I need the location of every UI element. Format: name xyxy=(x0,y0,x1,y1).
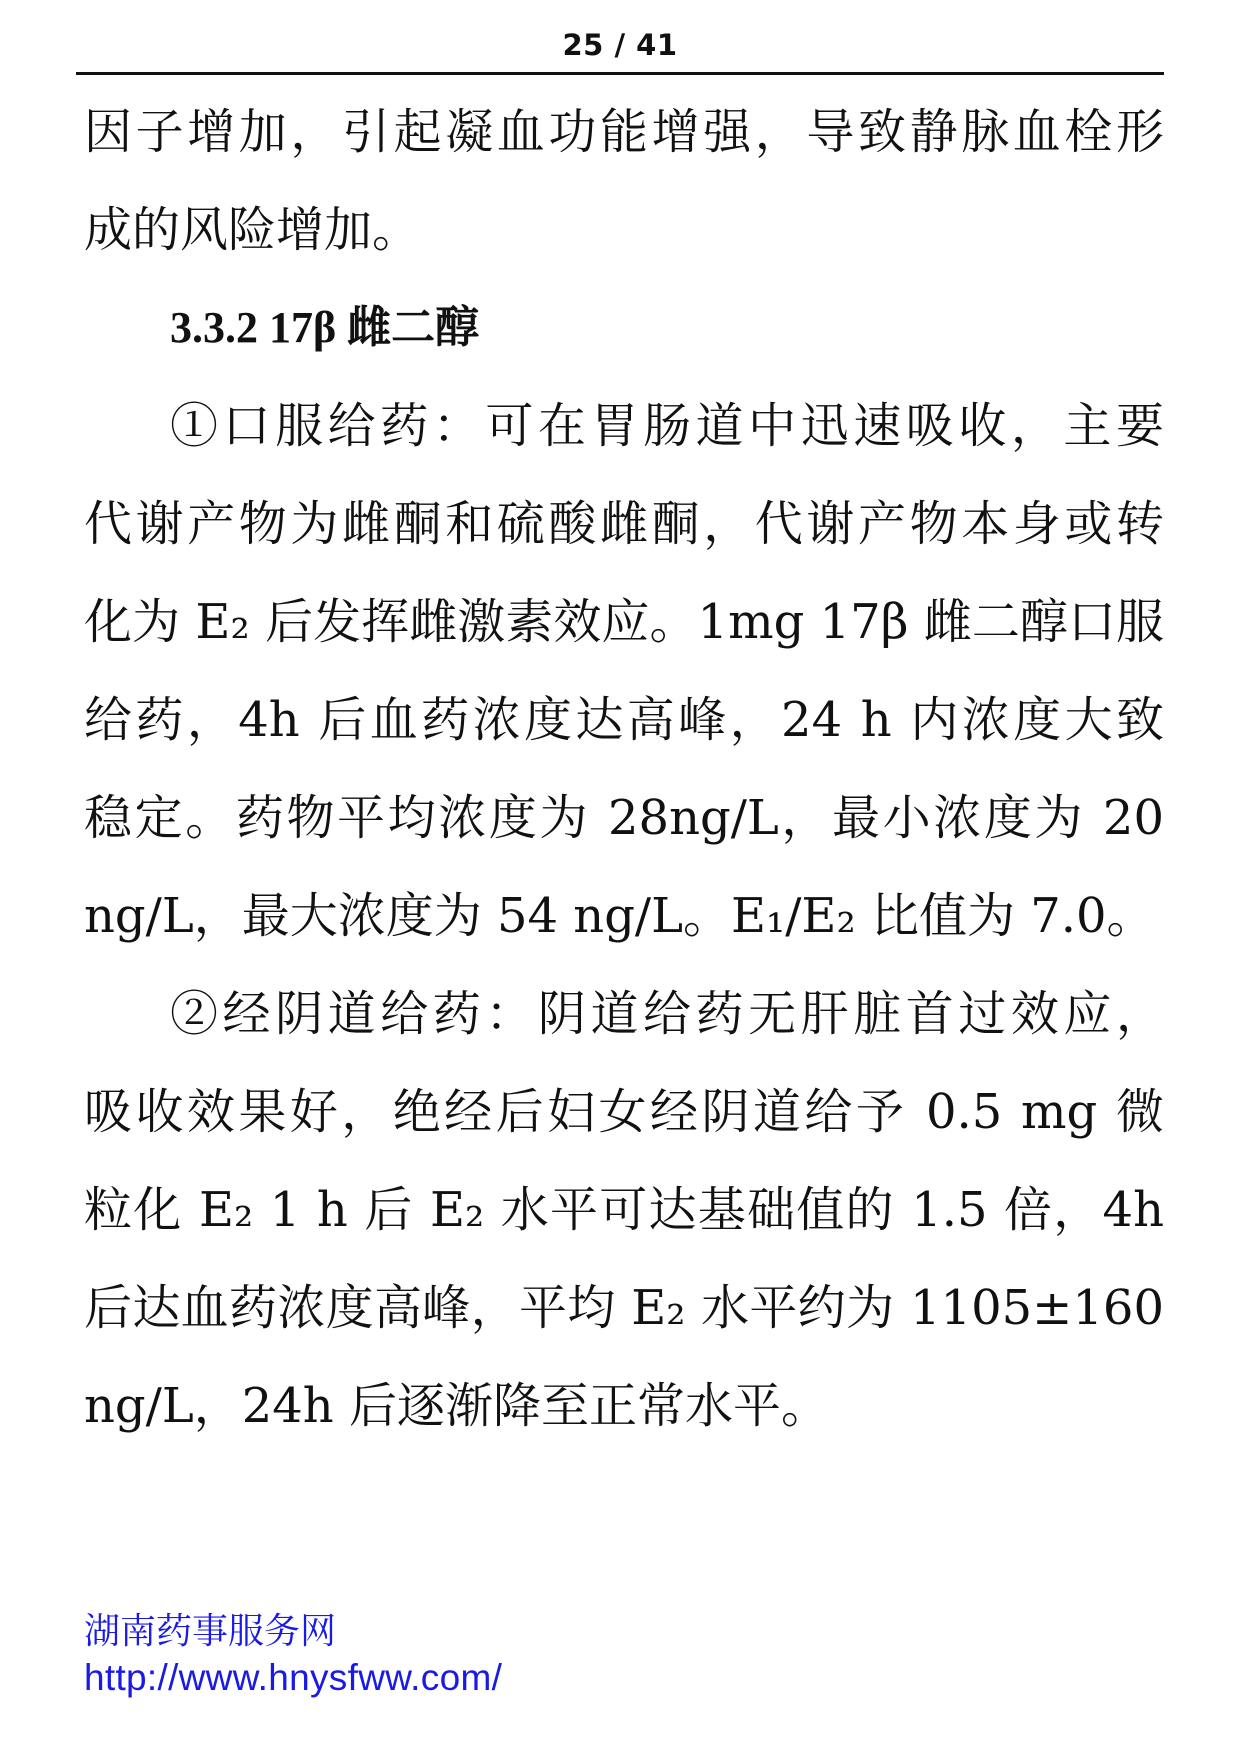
paragraph-line: 因子增加，引起凝血功能增强，导致静脉血栓形 xyxy=(84,104,1164,160)
section-heading: 3.3.2 17β 雌二醇 xyxy=(170,303,480,352)
document-body xyxy=(84,83,1164,1455)
paragraph-line: ①口服给药：可在胃肠道中迅速吸收，主要 xyxy=(170,398,1164,454)
paragraph-line: 化为 E₂ 后发挥雌激素效应。1mg 17β 雌二醇口服 xyxy=(84,594,1164,650)
paragraph-line: 代谢产物为雌酮和硫酸雌酮，代谢产物本身或转 xyxy=(84,496,1164,552)
page-footer xyxy=(84,1609,502,1701)
page-number: 25 / 41 xyxy=(562,28,678,62)
paragraph-line: 后达血药浓度高峰，平均 E₂ 水平约为 1105±160 xyxy=(84,1280,1164,1336)
footer-site-name: 湖南药事服务网 xyxy=(84,1611,337,1652)
paragraph-line: ②经阴道给药：阴道给药无肝脏首过效应， xyxy=(170,986,1164,1042)
paragraph-line: 给药，4h 后血药浓度达高峰，24 h 内浓度大致 xyxy=(84,692,1164,748)
footer-url-link[interactable]: http://www.hnysfww.com/ xyxy=(84,1657,503,1698)
paragraph-line: 吸收效果好，绝经后妇女经阴道给予 0.5 mg 微 xyxy=(84,1084,1164,1140)
paragraph-line: 粒化 E₂ 1 h 后 E₂ 水平可达基础值的 1.5 倍，4h xyxy=(84,1182,1164,1238)
paragraph-line: 稳定。药物平均浓度为 28ng/L，最小浓度为 20 xyxy=(84,790,1164,846)
paragraph-line: ng/L，24h 后逐渐降至正常水平。 xyxy=(84,1378,829,1434)
paragraph-line: 成的风险增加。 xyxy=(84,202,421,258)
paragraph-line: ng/L，最大浓度为 54 ng/L。E₁/E₂ 比值为 7.0。 xyxy=(84,888,1155,944)
page-header xyxy=(76,24,1164,75)
